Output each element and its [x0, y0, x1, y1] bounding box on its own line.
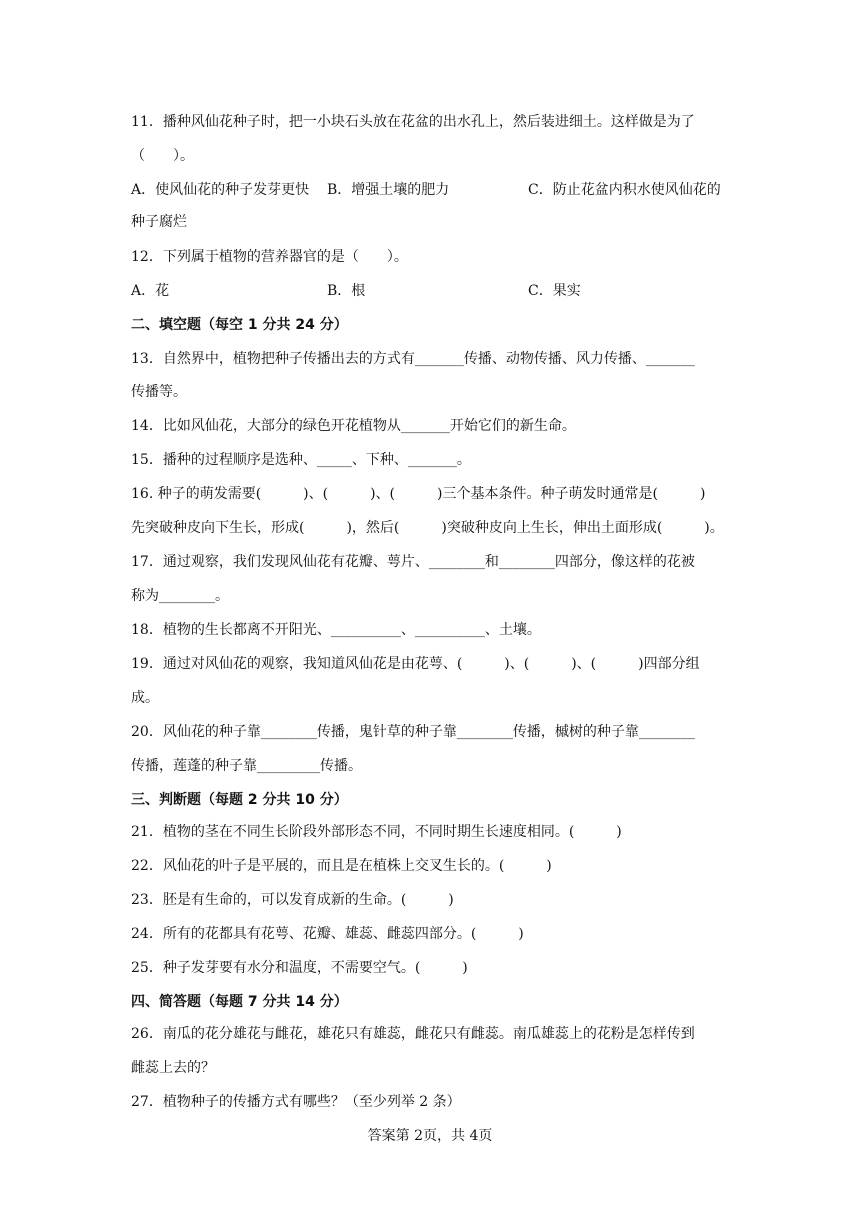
- q13-line1: 13．自然界中，植物把种子传播出去的方式有_______传播、动物传播、风力传播、_______: [131, 351, 695, 367]
- q20-line2: 传播，莲蓬的种子靠_________传播。: [131, 758, 362, 774]
- q11-option-a: A．使风仙花的种子发芽更快: [131, 182, 310, 198]
- q21: 21．植物的茎在不同生长阶段外部形态不同，不同时期生长速度相同。( ): [131, 824, 622, 840]
- q14: 14．比如风仙花，大部分的绿色开花植物从_______开始它们的新生命。: [131, 418, 576, 434]
- q23: 23．胚是有生命的，可以发育成新的生命。( ): [131, 892, 454, 908]
- q25: 25．种子发芽要有水分和温度，不需要空气。( ): [131, 960, 468, 976]
- q18: 18．植物的生长都离不开阳光、__________、__________、土壤。: [131, 622, 541, 638]
- q12-option-a: A．花: [131, 283, 170, 299]
- q11-line2: （ ）。: [131, 148, 194, 164]
- section-heading-judge: 三、判断题（每题 2 分共 10 分）: [131, 792, 348, 808]
- q24: 24．所有的花都具有花萼、花瓣、雄蕊、雌蕊四部分。( ): [131, 926, 524, 942]
- q17-line2: 称为________。: [131, 588, 229, 604]
- q15: 15．播种的过程顺序是选种、_____、下种、_______。: [131, 452, 471, 468]
- q11-option-b: B．增强土壤的肥力: [327, 182, 450, 198]
- q27: 27．植物种子的传播方式有哪些？（至少列举 2 条）: [131, 1094, 461, 1110]
- section-heading-short: 四、简答题（每题 7 分共 14 分）: [131, 994, 348, 1010]
- q22: 22．风仙花的叶子是平展的，而且是在植株上交叉生长的。( ): [131, 858, 552, 874]
- q12-option-b: B．根: [327, 283, 366, 299]
- q26-line2: 雌蕊上去的？: [131, 1060, 215, 1076]
- q12-line1: 12．下列属于植物的营养器官的是（ ）。: [131, 249, 408, 265]
- q11-option-c-cont: 种子腐烂: [131, 214, 187, 230]
- q19-line2: 成。: [131, 690, 159, 706]
- q19-line1: 19．通过对风仙花的观察，我知道风仙花是由花萼、( )、( )、( )四部分组: [131, 656, 700, 672]
- q20-line1: 20．风仙花的种子靠________传播，鬼针草的种子靠________传播，槭树的种子靠________: [131, 724, 695, 740]
- q26-line1: 26．南瓜的花分雄花与雌花，雄花只有雄蕊，雌花只有雌蕊。南瓜雄蕊上的花粉是怎样传到: [131, 1026, 695, 1042]
- q11-line1: 11．播种风仙花种子时，把一小块石头放在花盆的出水孔上，然后装进细土。这样做是为了: [131, 114, 695, 130]
- section-heading-fill: 二、填空题（每空 1 分共 24 分）: [131, 317, 348, 333]
- q11-option-c: C．防止花盆内积水使风仙花的: [528, 182, 721, 198]
- q12-option-c: C．果实: [528, 283, 581, 299]
- q13-line2: 传播等。: [131, 384, 187, 400]
- q17-line1: 17．通过观察，我们发现风仙花有花瓣、萼片、________和________四部分，像这样的花被: [131, 554, 695, 570]
- q16-line1: 16. 种子的萌发需要( )、( )、( )三个基本条件。种子萌发时通常是( ): [131, 486, 706, 502]
- page-footer: 答案第 2页，共 4页: [367, 1128, 493, 1144]
- q16-line2: 先突破种皮向下生长，形成( )，然后( )突破种皮向上生长，伸出土面形成( )。: [131, 520, 724, 536]
